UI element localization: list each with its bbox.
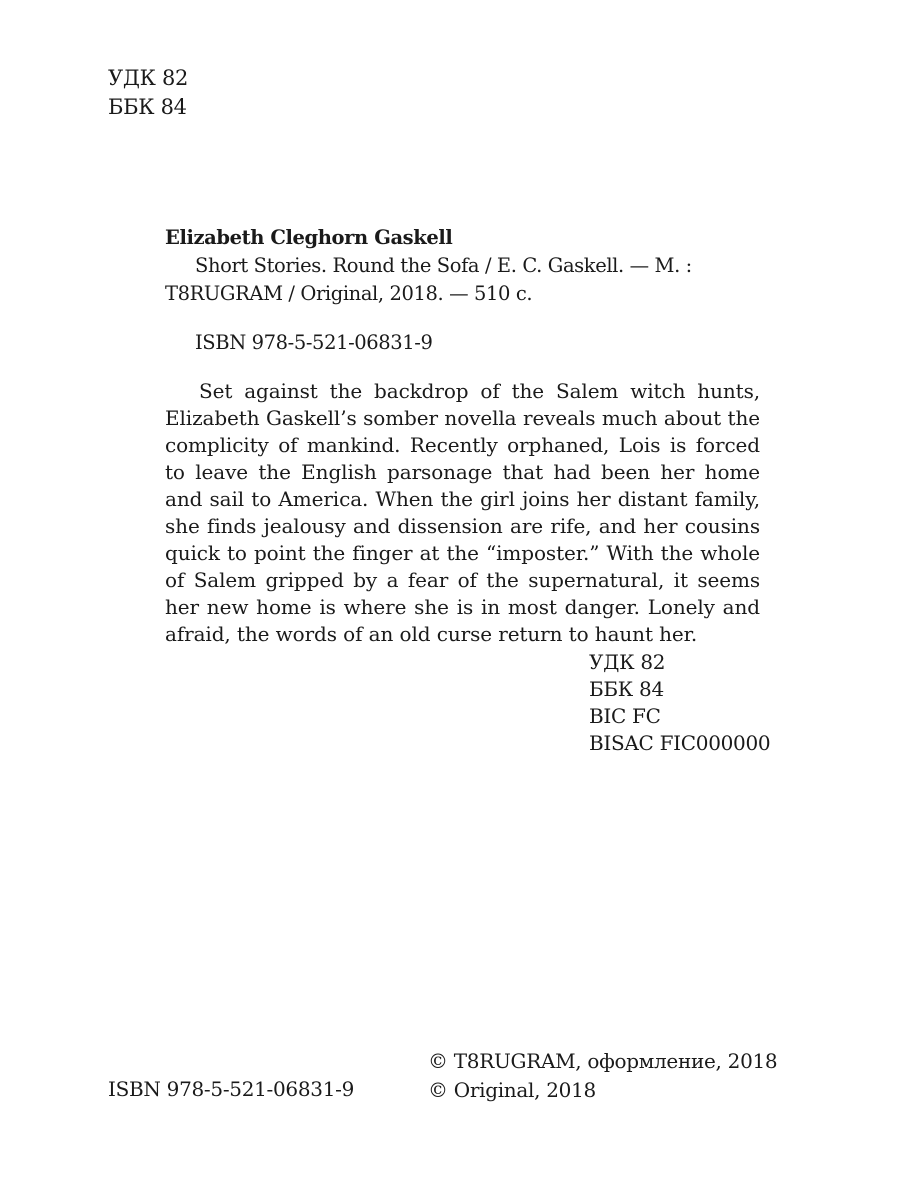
catalog-entry: [165, 224, 765, 668]
bbk-code: ББК 84: [108, 95, 187, 119]
author-name: Elizabeth Cleghorn Gaskell: [165, 226, 453, 249]
bibliographic-description: Short Stories. Round the Sofa / E. C. Gaskell. — М. : T8RUGRAM / Original, 2018. — 510 с.: [165, 254, 692, 305]
classification-bbk: ББК 84: [589, 677, 664, 701]
copyright-original: © Original, 2018: [428, 1078, 596, 1102]
top-classification-codes: [108, 64, 188, 122]
book-annotation: Set against the backdrop of the Salem witch hunts, Elizabeth Gaskell’s somber novella reveals much about the complicity of mankind. Recently orphaned, Lois is forced to leave the English parsonage that had been her home and sail to America. When the girl joins her distant family, she finds jealousy and dissension are rife, and her cousins quick to point the finger at the “imposter.” With the whole of Salem gripped by a fear of the supernatural, it seems her new home is where she is in most danger. Lonely and afraid, the words of an old curse return to haunt her.: [165, 379, 760, 646]
classification-block: [589, 649, 770, 757]
classification-bisac: BISAC FIC000000: [589, 731, 771, 755]
classification-bic: BIC FC: [589, 704, 661, 728]
classification-udk: УДК 82: [589, 650, 666, 674]
entry-isbn: ISBN 978-5-521-06831-9: [195, 331, 433, 354]
udk-code: УДК 82: [108, 66, 189, 90]
copyright-block: [428, 1047, 777, 1105]
copyright-design: © T8RUGRAM, оформление, 2018: [428, 1049, 778, 1073]
footer-isbn: ISBN 978-5-521-06831-9: [108, 1077, 355, 1101]
